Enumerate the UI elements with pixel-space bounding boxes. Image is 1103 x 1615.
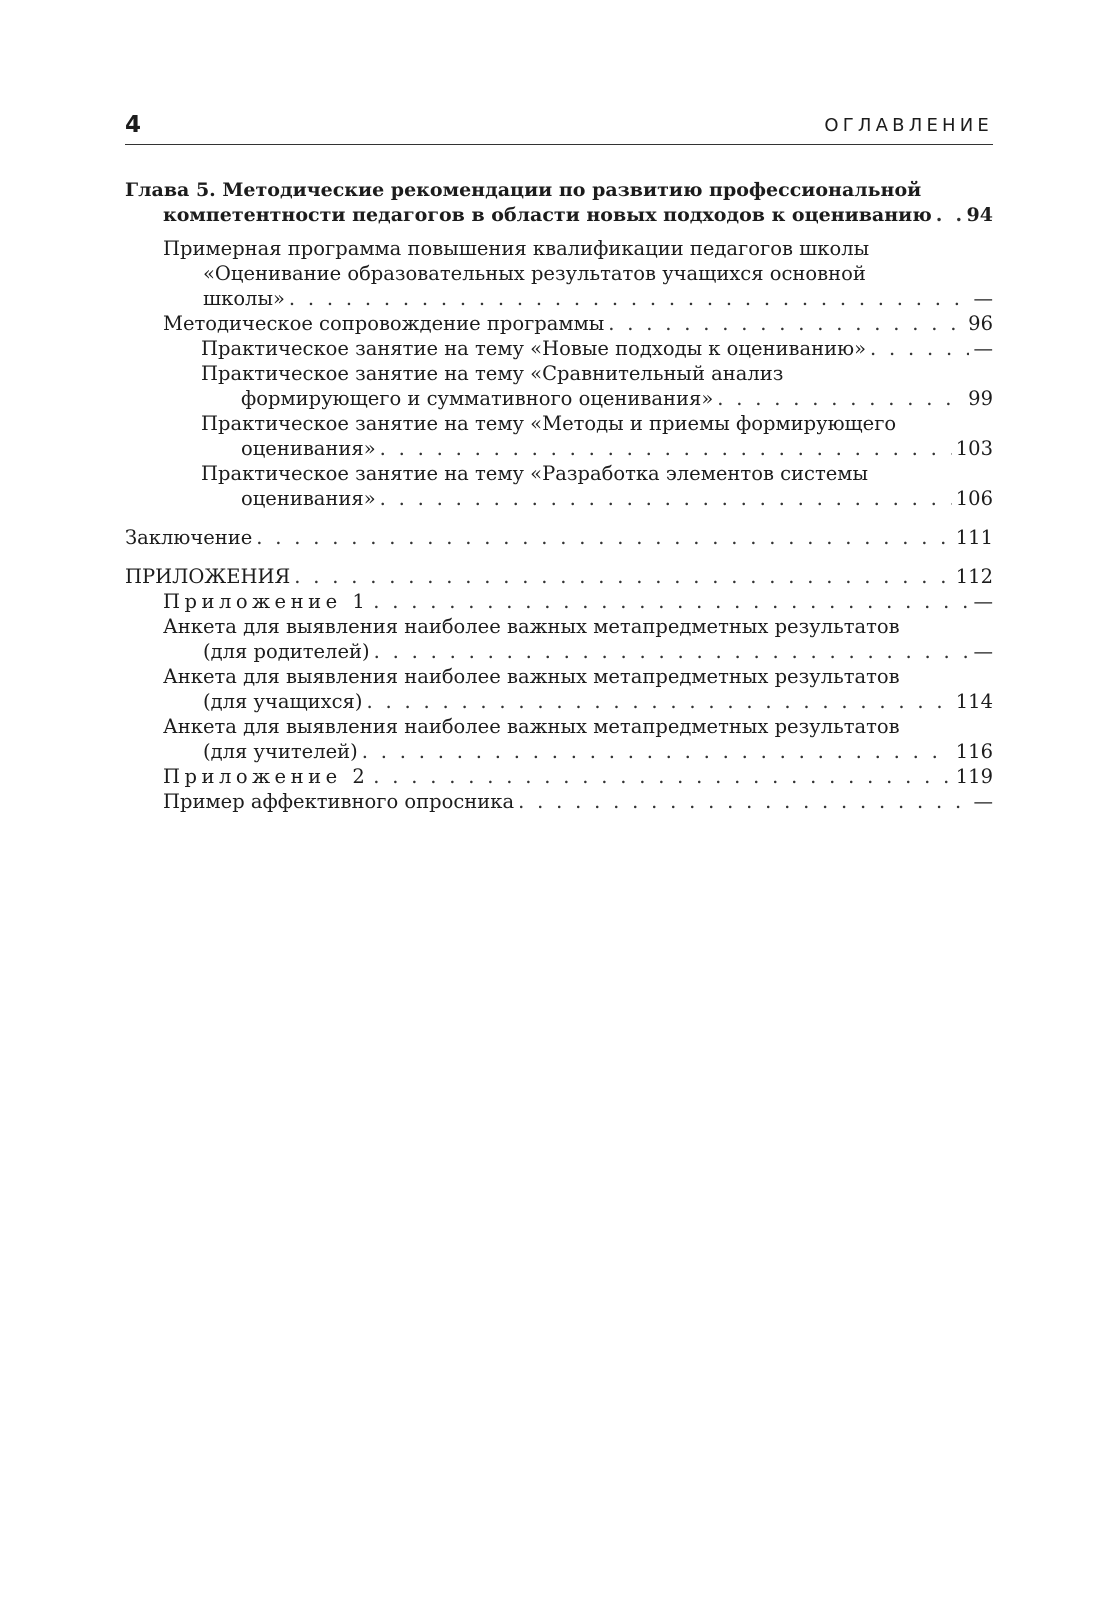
dot-leader [256,525,951,550]
toc-page-number: 111 [955,526,993,549]
toc-page-number: 116 [955,740,993,763]
toc-entry-title-line: Анкета для выявления наиболее важных метапредметных результатов [163,715,900,738]
toc-entry-title-line: Пример аффективного опросника [163,790,515,813]
toc-entry-title-line: (для учащихся) [203,690,363,713]
toc-entry-conclusion[interactable] [125,525,993,550]
toc-entry-practice-3[interactable] [125,411,993,461]
toc-entry-title-line: Практическое занятие на тему «Сравнительный анализ [201,362,784,385]
toc-entry-title-line: оценивания» [241,437,376,460]
toc-page-number: — [973,640,993,663]
toc-entry-chapter-5[interactable] [125,178,993,228]
dot-leader [294,564,951,589]
toc-page-number: — [973,590,993,613]
toc-entry-title-line: Глава 5. Методические рекомендации по развитию профессиональной [125,179,922,201]
toc-entry-title-line: (для учителей) [203,740,358,763]
dot-leader [362,739,952,764]
toc-entry-practice-4[interactable] [125,461,993,511]
toc-entry-title-line: Практическое занятие на тему «Разработка элементов системы [201,462,868,485]
toc-page-number: 96 [968,312,993,335]
dot-leader [717,386,964,411]
toc-entry-title-line: Заключение [125,526,253,549]
toc-entry-practice-1[interactable] [125,336,993,361]
dot-leader [518,789,969,814]
toc-entry-title-line: Практическое занятие на тему «Новые подходы к оцениванию» [201,337,866,360]
dot-leader [374,639,969,664]
page-number: 4 [125,112,142,138]
toc-entry-title-line: Практическое занятие на тему «Методы и приемы формирующего [201,412,897,435]
toc-entry-affective-questionnaire[interactable] [125,789,993,814]
toc-entry-practice-2[interactable] [125,361,993,411]
dot-leader [608,311,964,336]
toc-entry-survey-students[interactable] [125,664,993,714]
toc-page-number: — [973,287,993,310]
toc-entry-method-support[interactable] [125,311,993,336]
toc-entry-appendix-1[interactable] [125,589,993,614]
toc-entry-title-line: Методическое сопровождение программы [163,312,605,335]
toc-entry-survey-parents[interactable] [125,614,993,664]
toc-page-number: 106 [955,487,993,510]
toc-entry-title-line: Приложение 2 [163,765,370,788]
toc-entry-appendices[interactable] [125,564,993,589]
toc-page-number: — [973,337,993,360]
toc-entry-survey-teachers[interactable] [125,714,993,764]
dot-leader [870,336,969,361]
toc-entry-appendix-2[interactable] [125,764,993,789]
table-of-contents [125,178,993,814]
toc-page-number: — [973,790,993,813]
running-header [125,112,993,145]
toc-page-number: 103 [955,437,993,460]
toc-entry-title-line: оценивания» [241,487,376,510]
toc-entry-title-line: «Оценивание образовательных результатов учащихся основной [203,262,866,285]
toc-entry-title-line: (для родителей) [203,640,370,663]
dot-leader [380,436,952,461]
dot-leader [936,203,963,228]
toc-entry-program[interactable] [125,236,993,311]
toc-entry-title-line: Анкета для выявления наиболее важных метапредметных результатов [163,665,900,688]
toc-page-number: 112 [955,565,993,588]
toc-entry-title-line: Примерная программа повышения квалификации педагогов школы [163,237,870,260]
dot-leader [366,689,951,714]
toc-entry-title-line: школы» [203,287,285,310]
toc-page-number: 99 [968,387,993,410]
section-title: ОГЛАВЛЕНИЕ [824,115,993,136]
toc-entry-title-line: Анкета для выявления наиболее важных метапредметных результатов [163,615,900,638]
toc-page-number: 94 [966,204,993,226]
toc-entry-title-line: ПРИЛОЖЕНИЯ [125,565,291,588]
dot-leader [373,589,969,614]
dot-leader [380,486,952,511]
toc-page-number: 114 [955,690,993,713]
dot-leader [373,764,952,789]
toc-entry-title-line: формирующего и суммативного оценивания» [241,387,714,410]
toc-entry-title-line: компетентности педагогов в области новых подходов к оцениванию [163,204,932,226]
toc-entry-title-line: Приложение 1 [163,590,370,613]
dot-leader [289,286,969,311]
toc-page-number: 119 [955,765,993,788]
